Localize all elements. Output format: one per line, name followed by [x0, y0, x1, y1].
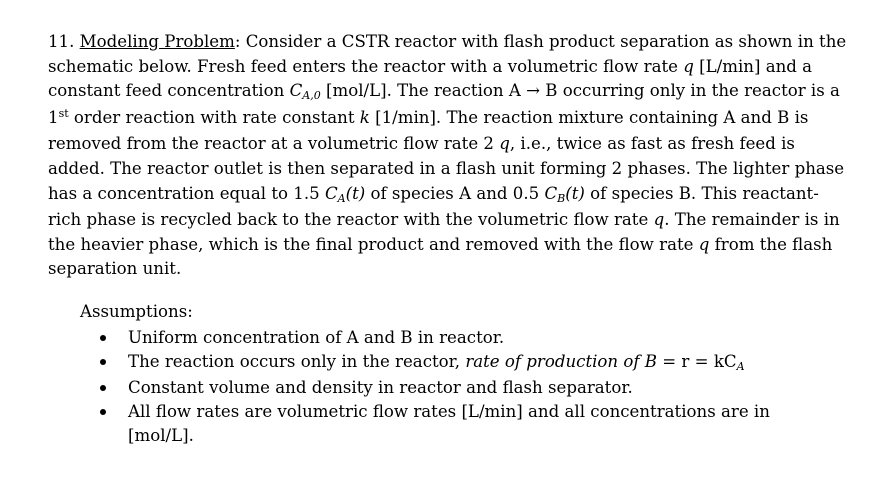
- problem-text: from the flash separation unit.: [48, 234, 833, 279]
- var-ca: C: [324, 183, 338, 203]
- problem-text: . The remainder is in the heavier phase, which is the final product and removed with the flow rate: [48, 210, 840, 254]
- var-cb: C: [544, 183, 558, 203]
- problem-text: of species A and 0.5: [365, 183, 545, 203]
- problem-heading: Modeling Problem: [79, 32, 235, 51]
- assumption-text: The reaction occurs only in the reactor,: [128, 352, 466, 371]
- var-ca0-subscript: A,0: [302, 89, 321, 103]
- problem-number: 11.: [48, 32, 75, 51]
- bullet-icon: [100, 335, 106, 341]
- var-q: q: [683, 56, 694, 76]
- problem-text: : Consider a CSTR reactor with flash product separation as shown in the schematic below. Fresh feed enters the reactor with a volumetric flow rate: [48, 32, 847, 76]
- list-item: [100, 350, 840, 376]
- var-cb-time: (t): [565, 183, 585, 203]
- assumption-text: All flow rates are volumetric flow rates [L/min] and all concentrations are in [mol/L].: [128, 402, 770, 445]
- var-cb-subscript: B: [557, 191, 566, 205]
- assumptions-list: [100, 326, 840, 448]
- assumptions-title: Assumptions:: [80, 302, 193, 321]
- var-q: q: [499, 134, 510, 154]
- problem-text: of species B. This reactant-rich phase is recycled back to the reactor with the volumetric flow rate: [48, 183, 819, 230]
- problem-text: [L/min] and a constant feed concentration: [48, 56, 813, 101]
- superscript-st: st: [58, 106, 69, 120]
- var-ca-subscript: A: [337, 191, 346, 205]
- bullet-icon: [100, 385, 106, 391]
- var-q: q: [698, 234, 710, 254]
- problem-text: order reaction with rate constant: [68, 107, 360, 127]
- list-item: [100, 400, 840, 448]
- assumption-text: Uniform concentration of A and B in reactor.: [128, 328, 505, 347]
- bullet-icon: [100, 409, 106, 415]
- problem-text: , i.e., twice as fast as fresh feed is added. The reactor outlet is then separated in a flash unit forming 2 phases. The lighter phase has a concentration equal to 1.5: [48, 134, 845, 203]
- var-k: k: [359, 107, 370, 127]
- assumption-italic-text: rate of production of B: [465, 352, 657, 371]
- list-item: [100, 376, 840, 400]
- bullet-icon: [100, 359, 106, 365]
- problem-text: [1/min]. The reaction mixture containing A and B is removed from the reactor at a volumetric flow rate 2: [48, 107, 809, 154]
- problem-statement: [48, 30, 848, 282]
- var-q: q: [653, 210, 665, 230]
- rate-equation: = r = kC: [656, 352, 737, 371]
- assumption-text: Constant volume and density in reactor and flash separator.: [128, 378, 633, 397]
- problem-text: [mol/L]. The reaction A → B occurring only in the reactor is a 1: [48, 81, 840, 127]
- list-item: [100, 326, 840, 350]
- var-ca-time: (t): [345, 183, 366, 203]
- rate-equation-subscript: A: [736, 360, 745, 373]
- var-ca0: C: [289, 81, 303, 101]
